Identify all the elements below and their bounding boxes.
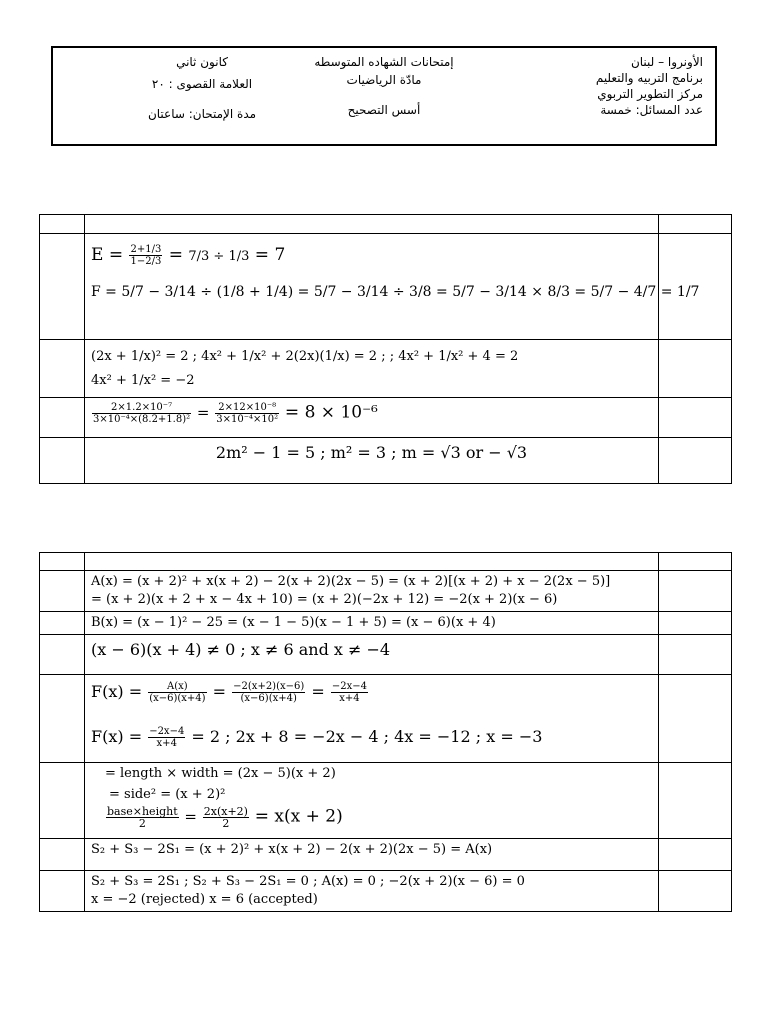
table-row (40, 675, 732, 763)
table-row (40, 398, 732, 438)
A-line2: = (x + 2)(x + 2 + x − 4x + 10) = (x + 2)(−2x + 12) = −2(x + 2)(x − 6) (91, 592, 558, 607)
F-solve-rhs: = 2 ; 2x + 8 = −2x − 4 ; 4x = −12 ; x = −3 (191, 727, 543, 746)
tri-den1: 2 (138, 817, 146, 830)
F-frac3-den: x+4 (339, 693, 360, 704)
table-header-row (40, 553, 732, 571)
E-numerator: 2+1/3 (130, 244, 162, 255)
header-right-line: الأونروا – لبنان (630, 55, 703, 69)
formula-F: F = 5/7 − 3/14 ÷ (1/8 + 1/4) = 5/7 − 3/14 ÷ 3/8 = 5/7 − 3/14 × 8/3 = 5/7 − 4/7 = 1/7 (91, 284, 700, 300)
part1-table (39, 214, 732, 484)
header-left-line: العلامة القصوى : ٢٠ (151, 77, 253, 91)
table-row (40, 839, 732, 871)
A-line1: A(x) = (x + 2)² + x(x + 2) − 2(x + 2)(2x − 5) = (x + 2)[(x + 2) + x − 2(2x − 5)] (91, 574, 611, 589)
tri-num1: base×height (107, 805, 178, 818)
exam-header (51, 46, 717, 146)
F-frac1-den: (x−6)(x+4) (149, 693, 206, 704)
header-middle-line: إمتحانات الشهاده المتوسطه (314, 55, 454, 69)
header-right-line: مركز التطوير التربوي (597, 87, 703, 101)
F-frac2-den: (x−6)(x+4) (240, 693, 297, 704)
table-row (40, 340, 732, 398)
table-row (40, 438, 732, 484)
header-right-line: برنامج التربيه والتعليم (595, 71, 703, 85)
tri-den2: 2 (222, 817, 230, 830)
F-simplify: F(x) = $\frac{A(x)}{(x-6)(x+4)}$ = $\frac{-2(x+2)(x-6)}{(x-6)(x+4)}$ = $\frac{-2x-4}{x+4}$ (91, 681, 367, 704)
row3-den2: 3×10⁻⁴×10² (216, 414, 279, 425)
row3-result: = 8 × 10⁻⁶ (284, 402, 378, 423)
E-middle: 7/3 ÷ 1/3 (188, 249, 250, 264)
row3-den1: 3×10⁻⁴×(8.2+1.8)² (93, 414, 191, 425)
E-result: = 7 (254, 245, 286, 265)
row2-line2: 4x² + 1/x² = −2 (91, 373, 195, 388)
E-denominator: 1−2/3 (130, 256, 162, 267)
solution-line: x = −2 (rejected) x = 6 (accepted) (91, 892, 318, 907)
tri-num2: 2x(x+2) (203, 805, 248, 818)
area-triangle: $\frac{\text{base×height}}{2}$ = $\frac{2x(x+2)}{2}$ = x(x + 2) (107, 805, 343, 830)
S-sum-line: S₂ + S₃ − 2S₁ = (x + 2)² + x(x + 2) − 2(x + 2)(2x − 5) = A(x) (91, 842, 493, 857)
header-left-line: كانون ثاني (176, 55, 228, 69)
domain-line: (x − 6)(x + 4) ≠ 0 ; x ≠ 6 and x ≠ −4 (91, 640, 391, 659)
row3-num2: 2×12×10⁻⁸ (215, 402, 279, 414)
header-middle-line: أسس التصحيح (347, 103, 421, 117)
table-row (40, 871, 732, 912)
area-square: = side² = (x + 2)² (109, 787, 226, 802)
row3-num1: 2×1.2×10⁻⁷ (92, 402, 191, 414)
table-header-row (40, 215, 732, 234)
row3-formula: $\frac{\text{2×1.2×10⁻⁷}}{\text{3×10⁻⁴×(8.2+1.8)²}}$ = $\frac{\text{2×12×10⁻⁸}}{\text{3×10⁻⁴×10²}}$ = 8 × 10⁻⁶ (93, 402, 378, 425)
area-rectangle: = length × width = (2x − 5)(x + 2) (105, 766, 336, 781)
F-frac2-num: −2(x+2)(x−6) (233, 681, 305, 692)
F-solve: F(x) = $\frac{-2x-4}{x+4}$ = 2 ; 2x + 8 = −2x − 4 ; 4x = −12 ; x = −3 (91, 726, 543, 749)
F-solve-num: −2x−4 (149, 726, 185, 737)
part2-table (39, 552, 732, 912)
row4-formula: 2m² − 1 = 5 ; m² = 3 ; m = √3 or − √3 (215, 443, 528, 462)
table-row (40, 612, 732, 635)
table-row (40, 635, 732, 675)
table-row (40, 571, 732, 612)
S-equation-line: S₂ + S₃ = 2S₁ ; S₂ + S₃ − 2S₁ = 0 ; A(x) = 0 ; −2(x + 2)(x − 6) = 0 (91, 874, 525, 889)
table-row (40, 763, 732, 839)
F-frac1-num: A(x) (148, 681, 206, 693)
tri-result: = x(x + 2) (254, 806, 343, 827)
header-left (137, 54, 267, 122)
header-middle-line: مادّة الرياضيات (346, 73, 422, 87)
table-row (40, 234, 732, 340)
row2-line1: (2x + 1/x)² = 2 ; 4x² + 1/x² + 2(2x)(1/x) = 2 ; ; 4x² + 1/x² + 4 = 2 (91, 349, 519, 364)
header-right-line: عدد المسائل: خمسة (600, 103, 703, 117)
F-frac3-num: −2x−4 (331, 681, 367, 692)
F-solve-den: x+4 (156, 738, 177, 749)
header-left-line: مدة الإمتحان: ساعتان (147, 107, 257, 121)
B-line: B(x) = (x − 1)² − 25 = (x − 1 − 5)(x − 1 + 5) = (x − 6)(x + 4) (91, 615, 496, 630)
formula-E: E = $\frac{2+1/3}{1-2/3}$ = 7/3 ÷ 1/3 = 7 (91, 244, 286, 267)
